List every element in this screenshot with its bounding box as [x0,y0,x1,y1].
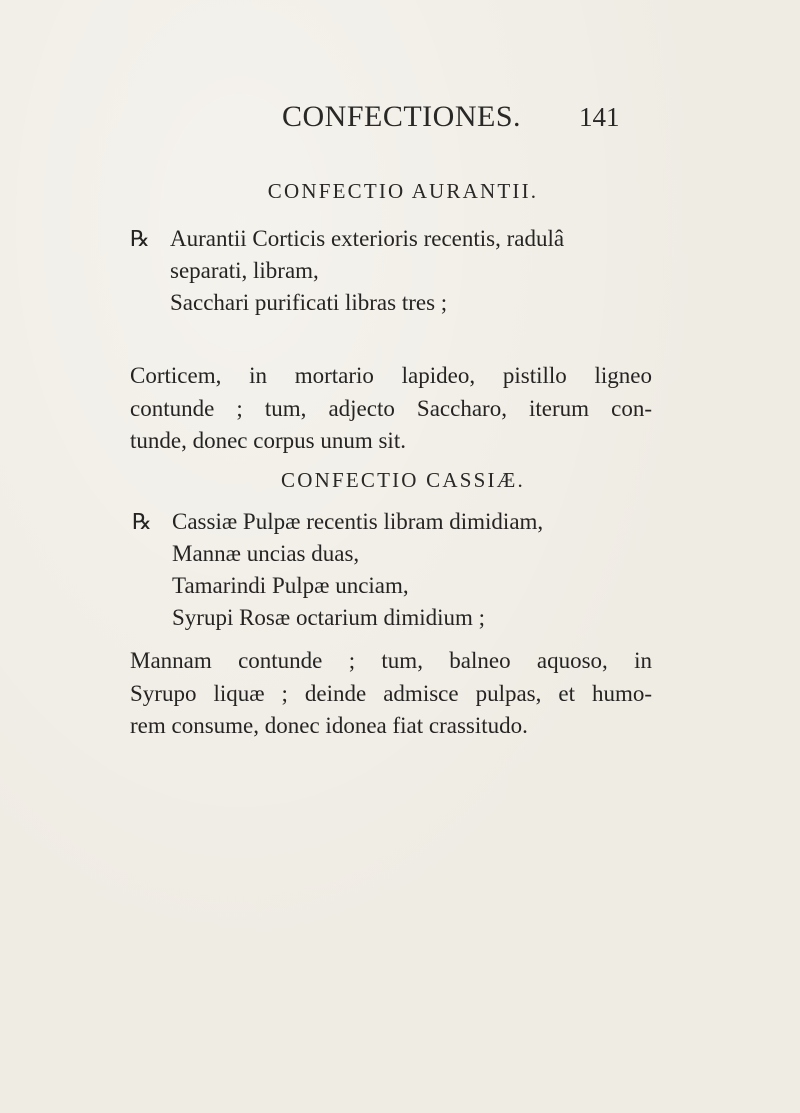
directions-cassiae [130,645,652,743]
running-head [0,100,800,140]
page-number: 141 [579,102,620,132]
ingredient-line [130,223,670,255]
ingredient-line [130,255,670,287]
ingredient-text: Sacchari purificati libras tres ; [170,290,448,315]
direction-line: contunde ; tum, adjecto Saccharo, iterum con- [130,395,652,421]
section-heading-aurantii: CONFECTIO AURANTII. [267,179,539,203]
directions-aurantii [130,360,652,458]
ingredient-line [132,506,672,538]
direction-line: Mannam contunde ; tum, balneo aquoso, in [130,648,652,673]
ingredient-text: Syrupi Rosæ octarium dimidium ; [172,605,486,630]
direction-line: rem consume, donec idonea fiat crassitudo. [130,713,528,738]
ingredients-list-cassiae [132,506,672,634]
ingredient-line [132,602,672,634]
ingredient-line [132,570,672,602]
recipe-symbol: ℞ [130,226,150,251]
section-heading-cassiae: CONFECTIO CASSIÆ. [281,468,525,492]
ingredient-line [132,538,672,570]
ingredient-text: Tamarindi Pulpæ unciam, [172,573,409,598]
ingredient-text: Cassiæ Pulpæ recentis libram dimidiam, [172,509,544,534]
running-title: CONFECTIONES. [282,100,522,133]
direction-line: Corticem, in mortario lapideo, pistillo ligneo [130,363,652,388]
direction-line: Syrupo liquæ ; deinde admisce pulpas, et humo- [130,680,652,706]
direction-line: tunde, donec corpus unum sit. [130,428,406,453]
ingredient-line [130,287,670,319]
ingredient-text: separati, libram, [170,258,319,283]
ingredient-text: Aurantii Corticis exterioris recentis, radulâ [170,226,565,251]
ingredients-list-aurantii [130,223,670,319]
recipe-symbol: ℞ [132,509,152,534]
ingredient-text: Mannæ uncias duas, [172,541,360,566]
